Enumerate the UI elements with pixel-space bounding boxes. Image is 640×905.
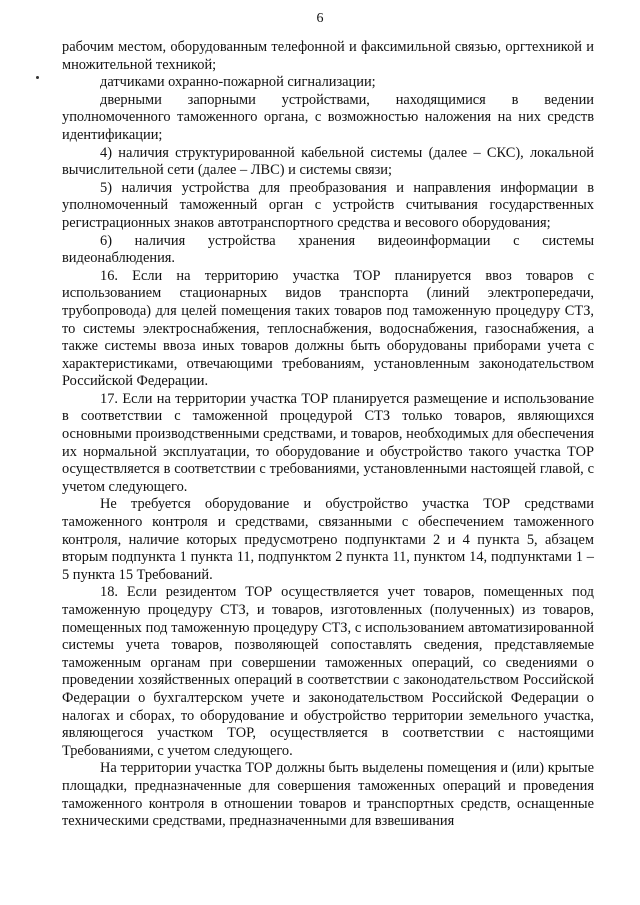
margin-mark xyxy=(36,76,39,79)
paragraph: 4) наличия структурированной кабельной системы (далее – СКС), локальной вычислительной сети (далее – ЛВС) и системы связи; xyxy=(62,144,594,179)
paragraph: 18. Если резидентом ТОР осуществляется учет товаров, помещенных под таможенную процедуру СТЗ, и товаров, изготовленных (полученных) из товаров, помещенных под таможенную процедуру СТЗ, с использованием автоматизированной системы учета товаров, позволяющей сопоставлять сведения, представляемые таможенным органам при совершении таможенных операций, со сведениями о проведении хозяйственных операций в соответствии с законодательством Российской Федерации о бухгалтерском учете и законодательством Российской Федерации о налогах и сборах, то оборудование и обустройство территории земельного участка, являющегося участком ТОР, осуществляется в соответствии с настоящими Требованиями, с учетом следующего. xyxy=(62,584,594,759)
paragraph: 16. Если на территорию участка ТОР планируется ввоз товаров с использованием стационарных видов транспорта (линий электропередачи, трубопровода) для целей помещения таких товаров под таможенную процедуру СТЗ, то системы электроснабжения, теплоснабжения, водоснабжения, газоснабжения, а также системы ввоза иных товаров должны быть оборудованы приборами учета с характеристиками, отвечающими требованиям, установленным законодательством Российской Федерации. xyxy=(62,267,594,390)
paragraph: На территории участка ТОР должны быть выделены помещения и (или) крытые площадки, предназначенные для совершения таможенных операций и проведения таможенного контроля в отношении товаров и транспортных средств, оснащенные техническими средствами, предназначенными для взвешивания xyxy=(62,760,594,830)
document-body xyxy=(62,39,594,831)
paragraph: 5) наличия устройства для преобразования и направления информации в уполномоченный таможенный орган с устройств считывания государственных регистрационных знаков автотранспортного средства и весового оборудования; xyxy=(62,179,594,231)
page-number: 6 xyxy=(316,11,324,26)
paragraph: рабочим местом, оборудованным телефонной и факсимильной связью, оргтехникой и множительной техникой; xyxy=(62,39,594,73)
paragraph: дверными запорными устройствами, находящимися в ведении уполномоченного таможенного органа, с возможностью наложения на них средств идентификации; xyxy=(62,91,594,143)
paragraph: Не требуется оборудование и обустройство участка ТОР средствами таможенного контроля и средствами, связанными с обеспечением таможенного контроля, наличие которых предусмотрено подпунктами 2 и 4 пункта 5, абзацем вторым подпункта 1 пункта 11, подпунктом 2 пункта 11, пунктом 14, подпунктами 1 – 5 пункта 15 Требований. xyxy=(62,496,594,583)
paragraph: датчиками охранно-пожарной сигнализации; xyxy=(100,74,376,91)
paragraph: 17. Если на территории участка ТОР планируется размещение и использование в соответствии с таможенной процедурой СТЗ только товаров, являющихся основными производственными средствами, и товаров, необходимых для обеспечения их нормальной эксплуатации, то оборудование и обустройство такого участка ТОР осуществляется в соответствии с требованиями, установленными настоящей главой, с учетом следующего. xyxy=(62,390,594,495)
paragraph: 6) наличия устройства хранения видеоинформации с системы видеонаблюдения. xyxy=(62,232,594,267)
